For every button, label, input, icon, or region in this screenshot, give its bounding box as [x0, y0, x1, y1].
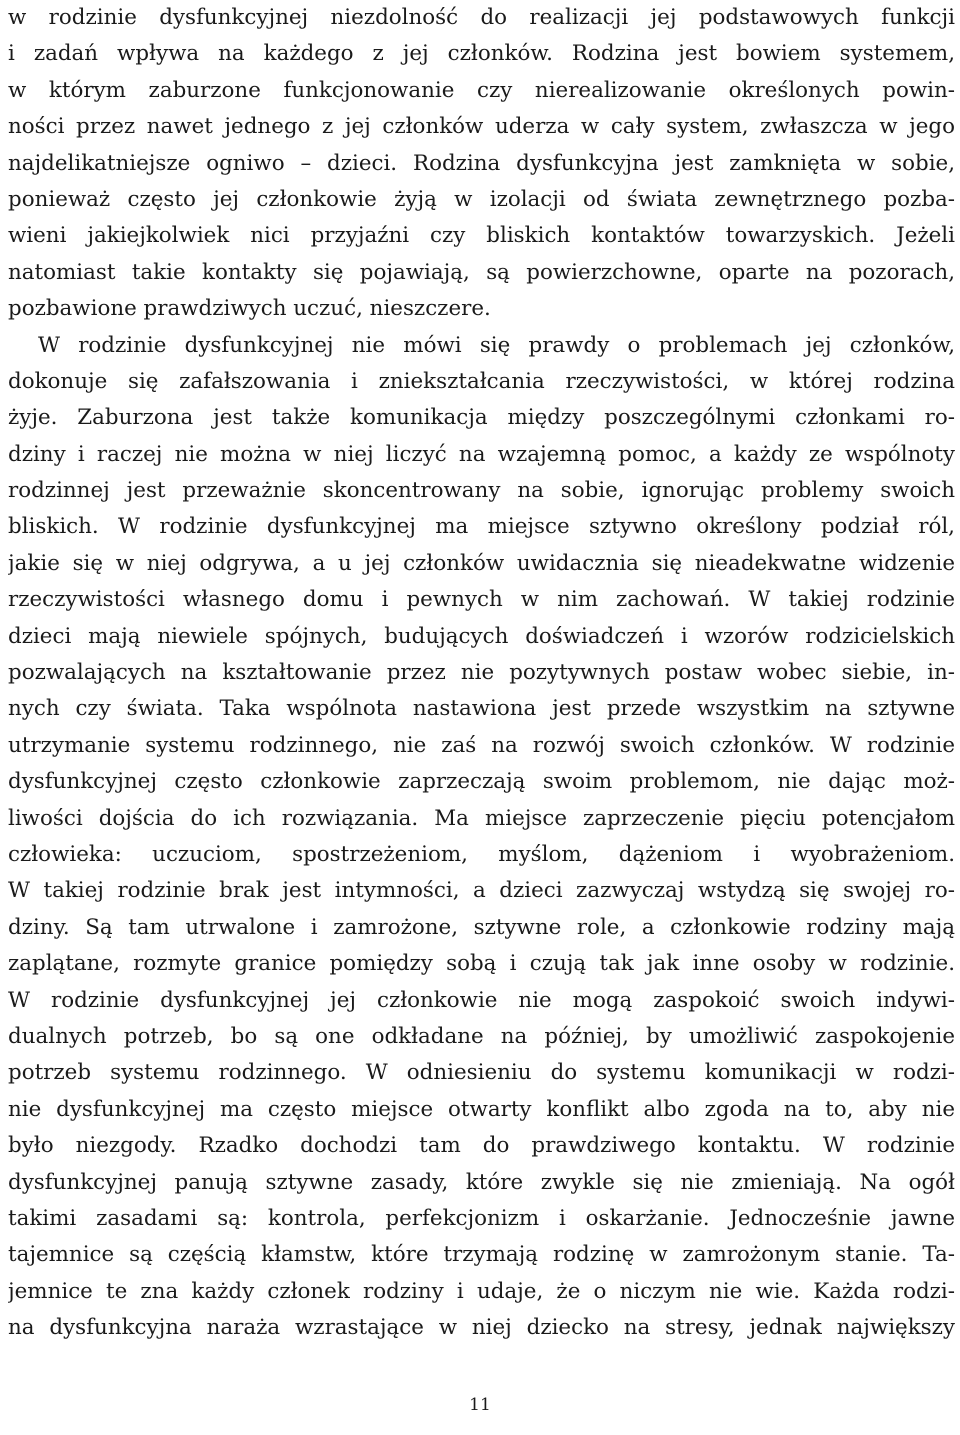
text-line: było niezgody. Rzadko dochodzi tam do prawdziwego kontaktu. W rodzinie: [8, 1133, 955, 1159]
text-line: W rodzinie dysfunkcyjnej nie mówi się prawdy o problemach jej członków,: [38, 332, 955, 358]
text-line: dziny i raczej nie można w niej liczyć na wzajemną pomoc, a każdy ze wspólnoty: [8, 441, 955, 467]
text-line: pozwalających na kształtowanie przez nie pozytywnych postaw wobec siebie, in-: [8, 660, 955, 686]
text-line: takimi zasadami są: kontrola, perfekcjonizm i oskarżanie. Jednocześnie jawne: [8, 1205, 955, 1231]
body-text: [8, 0, 955, 1346]
text-line: dysfunkcyjnej często członkowie zaprzeczają swoim problemom, nie dając moż-: [8, 769, 955, 795]
text-line: tajemnice są częścią kłamstw, które trzymają rodzinę w zamrożonym stanie. Ta-: [8, 1242, 955, 1268]
text-line: zaplątane, rozmyte granice pomiędzy sobą i czują tak jak inne osoby w rodzinie.: [8, 951, 955, 977]
text-line: wieni jakiejkolwiek nici przyjaźni czy bliskich kontaktów towarzyskich. Jeżeli: [8, 223, 955, 249]
text-line: dokonuje się zafałszowania i zniekształcania rzeczywistości, w której rodzina: [8, 368, 955, 394]
text-line: jemnice te zna każdy członek rodziny i udaje, że o niczym nie wie. Każda rodzi-: [8, 1278, 955, 1304]
text-line: pozbawione prawdziwych uczuć, nieszczere.: [8, 296, 491, 322]
text-line: na dysfunkcyjna naraża wzrastające w niej dziecko na stresy, jednak największy: [8, 1315, 955, 1341]
paragraph-1: [8, 0, 955, 328]
page-number: 11: [469, 1395, 491, 1415]
text-line: dysfunkcyjnej panują sztywne zasady, które zwykle się nie zmieniają. Na ogół: [8, 1169, 955, 1195]
text-line: człowieka: uczuciom, spostrzeżeniom, myślom, dążeniom i wyobrażeniom.: [8, 841, 955, 867]
text-line: rodzinnej jest przeważnie skoncentrowany na sobie, ignorując problemy swoich: [8, 478, 955, 504]
text-line: utrzymanie systemu rodzinnego, nie zaś na rozwój swoich członków. W rodzinie: [8, 732, 955, 758]
text-line: liwości dojścia do ich rozwiązania. Ma miejsce zaprzeczenie pięciu potencjałom: [8, 805, 955, 831]
text-line: bliskich. W rodzinie dysfunkcyjnej ma miejsce sztywno określony podział ról,: [8, 514, 955, 540]
text-line: dziny. Są tam utrwalone i zamrożone, sztywne role, a członkowie rodziny mają: [8, 914, 955, 940]
text-line: ponieważ często jej członkowie żyją w izolacji od świata zewnętrznego pozba-: [8, 186, 955, 212]
text-line: dualnych potrzeb, bo są one odkładane na później, by umożliwić zaspokojenie: [8, 1023, 955, 1049]
text-line: nie dysfunkcyjnej ma często miejsce otwarty konflikt albo zgoda na to, aby nie: [8, 1096, 955, 1122]
text-line: najdelikatniejsze ogniwo – dzieci. Rodzina dysfunkcyjna jest zamknięta w sobie,: [8, 150, 955, 176]
text-line: natomiast takie kontakty się pojawiają, są powierzchowne, oparte na pozorach,: [8, 259, 955, 285]
text-line: w którym zaburzone funkcjonowanie czy nierealizowanie określonych powin-: [8, 77, 955, 103]
text-line: W takiej rodzinie brak jest intymności, a dzieci zazwyczaj wstydzą się swojej ro-: [8, 878, 955, 904]
text-line: żyje. Zaburzona jest także komunikacja między poszczególnymi członkami ro-: [8, 405, 955, 431]
text-line: ności przez nawet jednego z jej członków uderza w cały system, zwłaszcza w jego: [8, 114, 955, 140]
text-line: w rodzinie dysfunkcyjnej niezdolność do realizacji jej podstawowych funkcji: [8, 5, 955, 30]
text-line: W rodzinie dysfunkcyjnej jej członkowie nie mogą zaspokoić swoich indywi-: [8, 987, 955, 1013]
text-line: i zadań wpływa na każdego z jej członków. Rodzina jest bowiem systemem,: [8, 41, 955, 67]
text-line: dzieci mają niewiele spójnych, budujących doświadczeń i wzorów rodzicielskich: [8, 623, 955, 649]
text-line: jakie się w niej odgrywa, a u jej członków uwidacznia się nieadekwatne widzenie: [8, 550, 955, 576]
text-line: potrzeb systemu rodzinnego. W odniesieniu do systemu komunikacji w rodzi-: [8, 1060, 955, 1086]
text-line: rzeczywistości własnego domu i pewnych w nim zachowań. W takiej rodzinie: [8, 587, 955, 613]
text-line: nych czy świata. Taka wspólnota nastawiona jest przede wszystkim na sztywne: [8, 696, 955, 722]
paragraph-2: [8, 328, 955, 1347]
